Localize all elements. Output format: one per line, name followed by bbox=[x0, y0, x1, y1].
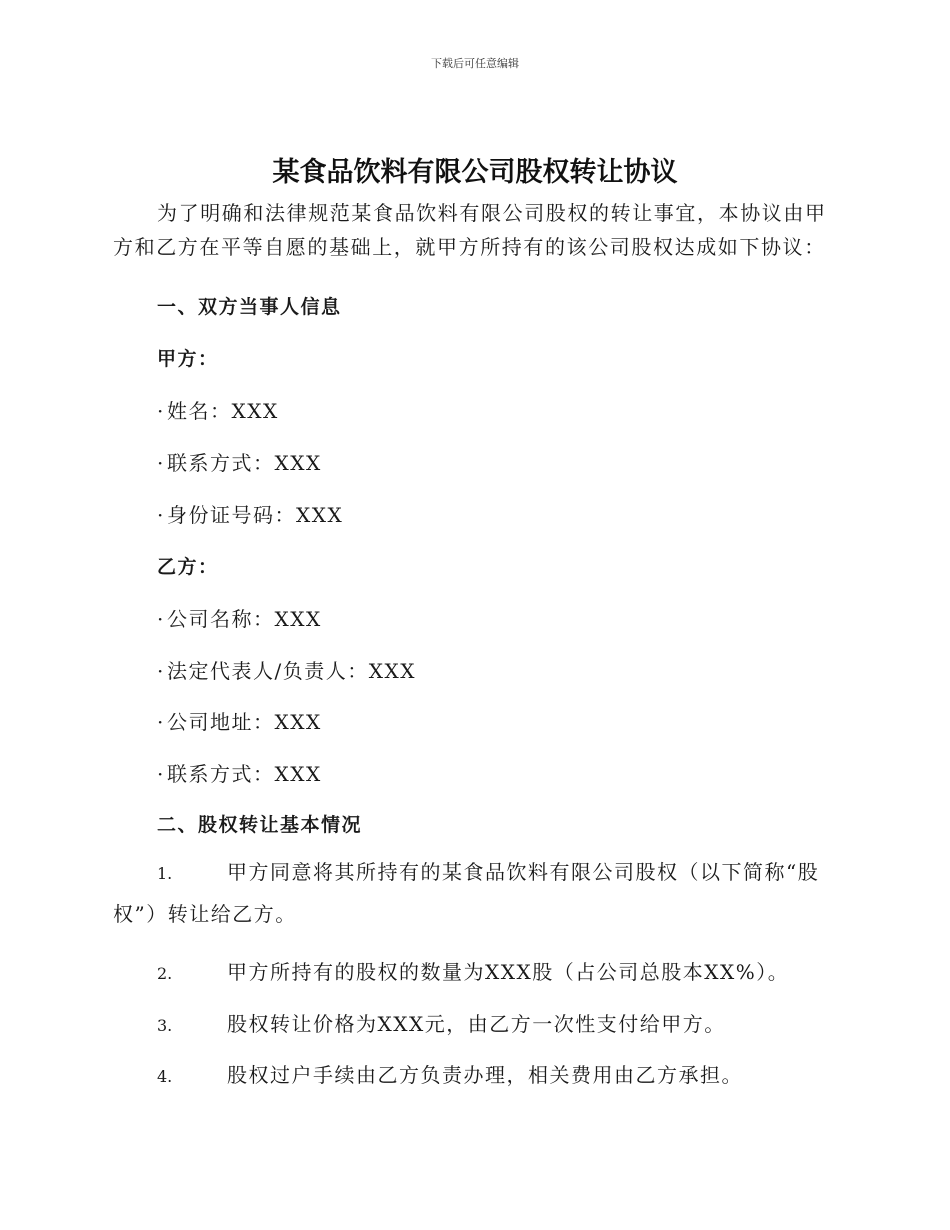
bullet-dot: · bbox=[157, 451, 165, 475]
clause-item bbox=[157, 1008, 726, 1037]
clause-number: 3. bbox=[157, 1016, 173, 1035]
clause-text: 股权转让价格为XXX元，由乙方一次性支付给甲方。 bbox=[227, 1012, 726, 1036]
bullet-dot: · bbox=[157, 659, 165, 683]
party-b-label: 乙方： bbox=[157, 556, 219, 578]
clause-number: 1. bbox=[157, 864, 173, 883]
party-b-item: · 联系方式：XXX bbox=[157, 762, 322, 786]
document-title: 某食品饮料有限公司股权转让协议 bbox=[272, 157, 678, 188]
party-a-item: · 身份证号码：XXX bbox=[157, 503, 344, 527]
clause-number: 4. bbox=[157, 1067, 173, 1086]
clause-text: 甲方所持有的股权的数量为XXX股（占公司总股本XX%）。 bbox=[227, 960, 790, 984]
section2-heading: 二、股权转让基本情况 bbox=[157, 814, 363, 836]
section1-heading: 一、双方当事人信息 bbox=[157, 296, 342, 318]
party-b-item: · 公司名称：XXX bbox=[157, 607, 322, 631]
party-a-item: · 姓名：XXX bbox=[157, 399, 279, 423]
party-a-label: 甲方： bbox=[157, 348, 219, 370]
header-note: 下载后可任意编辑 bbox=[431, 57, 519, 70]
bullet-dot: · bbox=[157, 399, 165, 423]
bullet-dot: · bbox=[157, 503, 165, 527]
party-a-item: · 联系方式：XXX bbox=[157, 451, 322, 475]
party-b-item: · 公司地址：XXX bbox=[157, 710, 322, 734]
intro-paragraph: 为了明确和法律规范某食品饮料有限公司股权的转让事宜，本协议由甲方和乙方在平等自愿的基础上，就甲方所持有的该公司股权达成如下协议： bbox=[113, 201, 827, 259]
clause-text: 股权过户手续由乙方负责办理，相关费用由乙方承担。 bbox=[227, 1063, 743, 1087]
clause-item bbox=[113, 852, 835, 934]
clause-item bbox=[157, 956, 789, 985]
bullet-dot: · bbox=[157, 607, 165, 631]
bullet-dot: · bbox=[157, 710, 165, 734]
clause-number: 2. bbox=[157, 964, 173, 983]
clause-text: 甲方同意将其所持有的某食品饮料有限公司股权（以下简称“股权”）转让给乙方。 bbox=[113, 860, 820, 926]
party-b-item: · 法定代表人/负责人：XXX bbox=[157, 659, 416, 683]
bullet-dot: · bbox=[157, 762, 165, 786]
clause-item bbox=[157, 1059, 743, 1088]
